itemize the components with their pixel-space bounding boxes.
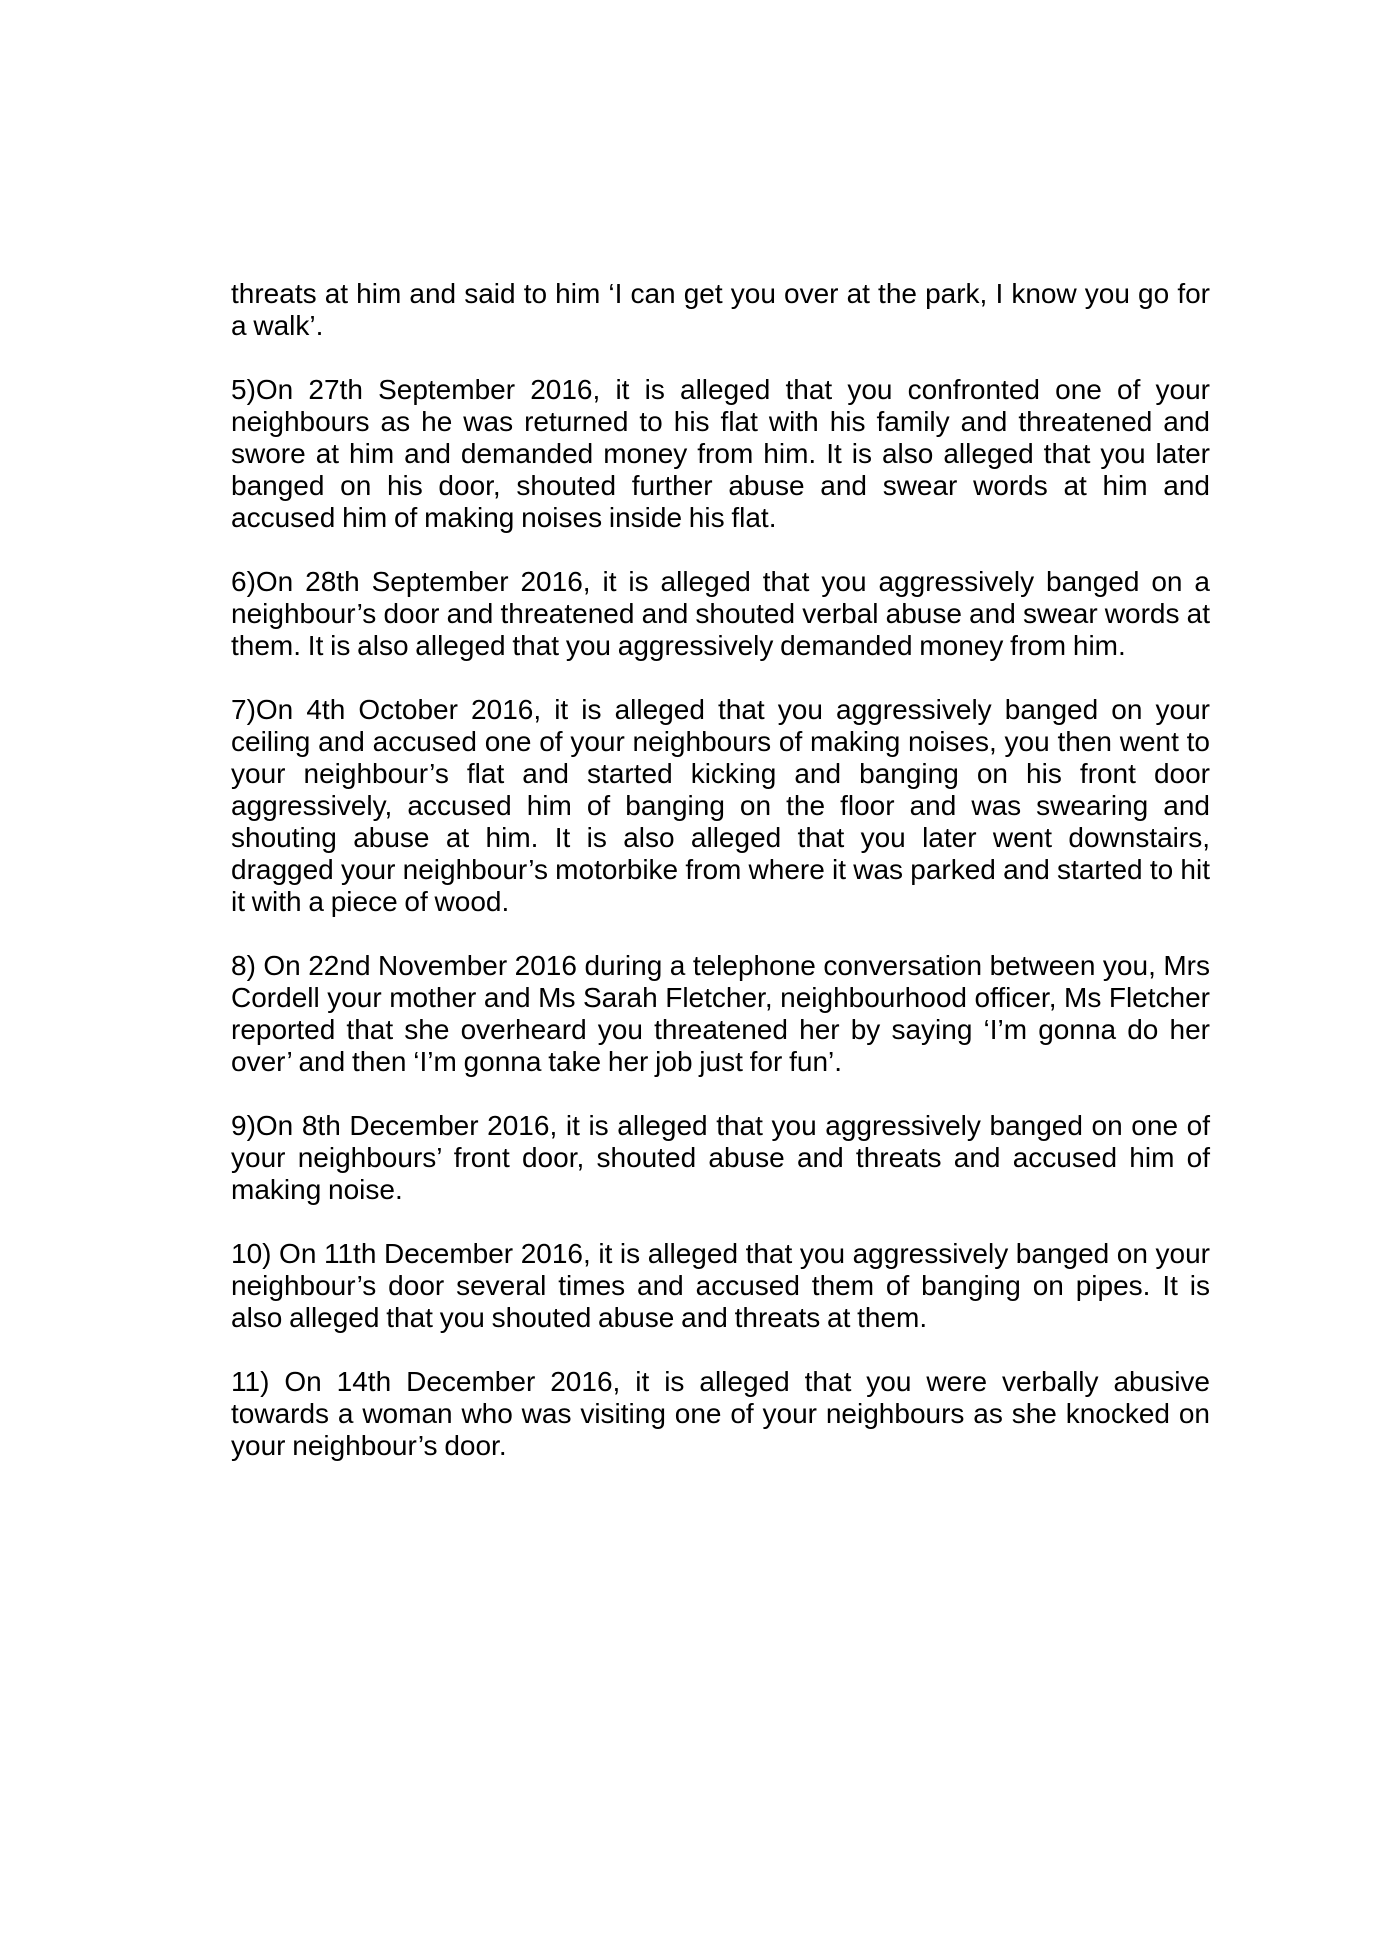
- paragraph-allegation-9: [231, 1110, 1210, 1206]
- text-line: 6)On 28th September 2016, it is alleged that you aggressively banged on a: [231, 566, 1210, 597]
- text-line: reported that she overheard you threatened her by saying ‘I’m gonna do her: [231, 1014, 1210, 1045]
- text-line: towards a woman who was visiting one of your neighbours as she knocked on: [231, 1398, 1210, 1429]
- text-line: shouting abuse at him. It is also alleged that you later went downstairs,: [231, 822, 1210, 853]
- text-line: neighbour’s door several times and accused them of banging on pipes. It is: [231, 1270, 1210, 1301]
- text-line: them. It is also alleged that you aggressively demanded money from him.: [231, 630, 1126, 661]
- text-line: ceiling and accused one of your neighbours of making noises, you then went to: [231, 726, 1210, 757]
- text-line: aggressively, accused him of banging on the floor and was swearing and: [231, 790, 1210, 821]
- paragraph-allegation-10: [231, 1238, 1210, 1334]
- text-line: your neighbour’s door.: [231, 1430, 507, 1461]
- paragraph-allegation-5: [231, 374, 1210, 534]
- text-line: dragged your neighbour’s motorbike from where it was parked and started to hit: [231, 854, 1210, 885]
- paragraph-allegation-8: [231, 950, 1210, 1078]
- text-line: also alleged that you shouted abuse and threats at them.: [231, 1302, 928, 1333]
- text-line: making noise.: [231, 1174, 403, 1205]
- paragraph-allegation-11: [231, 1366, 1210, 1462]
- text-line: it with a piece of wood.: [231, 886, 510, 917]
- paragraph-continuation-paragraph: [231, 278, 1210, 342]
- text-line: 7)On 4th October 2016, it is alleged that you aggressively banged on your: [231, 694, 1210, 725]
- paragraph-allegation-7: [231, 694, 1210, 918]
- text-line: 9)On 8th December 2016, it is alleged that you aggressively banged on one of: [231, 1110, 1210, 1141]
- text-line: 5)On 27th September 2016, it is alleged that you confronted one of your: [231, 374, 1210, 405]
- text-line: your neighbour’s flat and started kicking and banging on his front door: [231, 758, 1210, 789]
- text-line: Cordell your mother and Ms Sarah Fletcher, neighbourhood officer, Ms Fletcher: [231, 982, 1210, 1013]
- text-line: threats at him and said to him ‘I can get you over at the park, I know you go for: [231, 278, 1210, 309]
- text-line: neighbours as he was returned to his flat with his family and threatened and: [231, 406, 1210, 437]
- text-line: swore at him and demanded money from him. It is also alleged that you later: [231, 438, 1210, 469]
- text-line: 10) On 11th December 2016, it is alleged that you aggressively banged on your: [231, 1238, 1210, 1269]
- text-line: banged on his door, shouted further abuse and swear words at him and: [231, 470, 1210, 501]
- text-line: a walk’.: [231, 310, 324, 341]
- text-line: 11) On 14th December 2016, it is alleged that you were verbally abusive: [231, 1366, 1210, 1397]
- paragraph-allegation-6: [231, 566, 1210, 662]
- text-line: accused him of making noises inside his flat.: [231, 502, 777, 533]
- text-line: 8) On 22nd November 2016 during a telephone conversation between you, Mrs: [231, 950, 1210, 981]
- document-text: [231, 278, 1210, 1462]
- text-line: over’ and then ‘I’m gonna take her job just for fun’.: [231, 1046, 843, 1077]
- text-line: your neighbours’ front door, shouted abuse and threats and accused him of: [231, 1142, 1210, 1173]
- text-line: neighbour’s door and threatened and shouted verbal abuse and swear words at: [231, 598, 1210, 629]
